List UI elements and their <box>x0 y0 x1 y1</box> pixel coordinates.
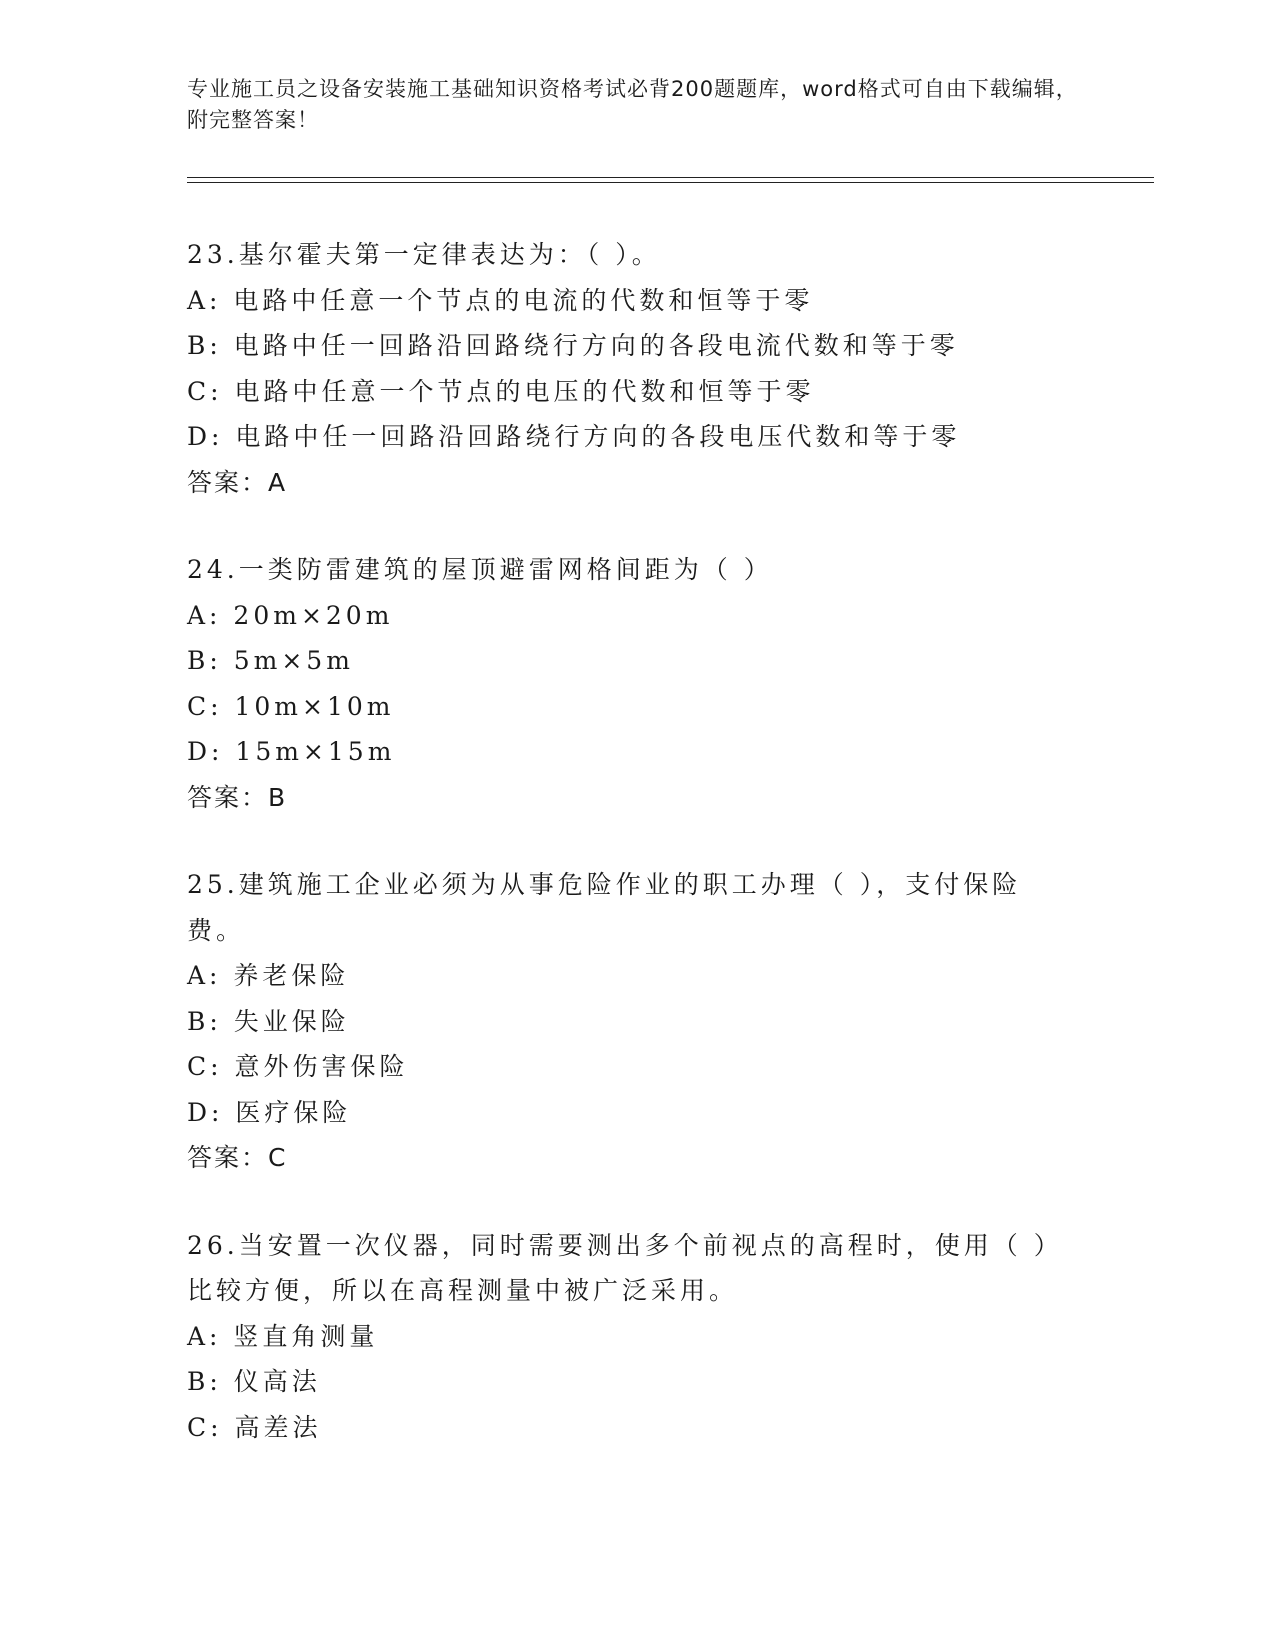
option-a: A: 养老保险 <box>187 961 350 990</box>
question-25 <box>187 862 1087 1181</box>
option-d: D: 电路中任一回路沿回路绕行方向的各段电压代数和等于零 <box>187 422 961 451</box>
question-stem: 23.基尔霍夫第一定律表达为：（ ）。 <box>187 240 661 269</box>
answer-line: 答案：A <box>187 467 288 497</box>
option-c: C: 高差法 <box>187 1412 322 1442</box>
answer-line: 答案：C <box>187 1143 288 1172</box>
document-header: 专业施工员之设备安装施工基础知识资格考试必背200题题库，word格式可自由下载编辑，附完整答案！ <box>187 77 1078 132</box>
question-23 <box>187 232 1087 505</box>
option-c: C: 电路中任意一个节点的电压的代数和恒等于零 <box>187 376 815 406</box>
header-rule-bottom <box>187 182 1154 183</box>
option-b: B: 5m×5m <box>187 646 354 675</box>
question-26 <box>187 1223 1087 1451</box>
question-24 <box>187 547 1087 820</box>
option-b: B: 电路中任一回路沿回路绕行方向的各段电流代数和等于零 <box>187 331 959 360</box>
question-stem: 24.一类防雷建筑的屋顶避雷网格间距为（ ） <box>187 555 773 584</box>
option-a: A: 竖直角测量 <box>187 1321 379 1351</box>
option-b: B: 仪高法 <box>187 1367 321 1396</box>
question-stem: 26.当安置一次仪器，同时需要测出多个前视点的高程时，使用（ ）比较方便，所以在高程测量中被广泛采用。 <box>187 1230 1051 1305</box>
question-list <box>187 232 1087 1492</box>
option-b: B: 失业保险 <box>187 1006 350 1036</box>
option-c: C: 10m×10m <box>187 691 395 721</box>
answer-line: 答案：B <box>187 782 288 812</box>
option-a: A: 电路中任意一个节点的电流的代数和恒等于零 <box>187 285 814 315</box>
option-c: C: 意外伤害保险 <box>187 1052 409 1081</box>
option-d: D: 15m×15m <box>187 737 396 766</box>
question-stem: 25.建筑施工企业必须为从事危险作业的职工办理（ ），支付保险费。 <box>187 870 1022 945</box>
option-d: D: 医疗保险 <box>187 1097 352 1127</box>
header-rule-top <box>187 177 1154 178</box>
option-a: A: 20m×20m <box>187 600 394 630</box>
